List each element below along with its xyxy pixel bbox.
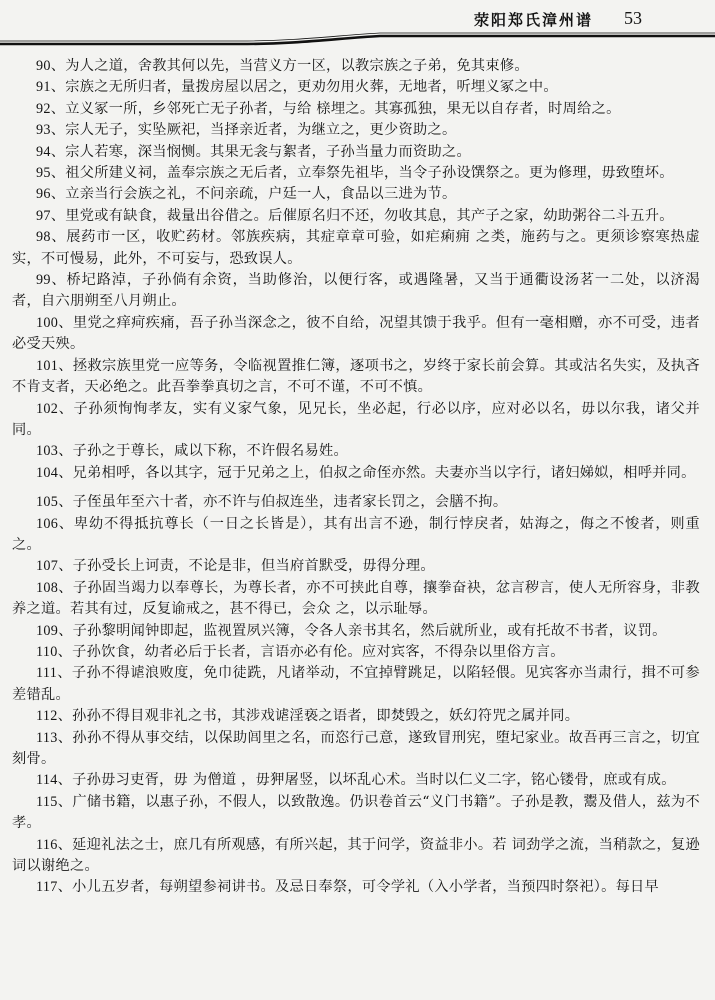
rule-text: 、宗族之无所归者，量拨房屋以居之，更劝勿用火葬，无地者，听埋义冢之中。	[50, 79, 558, 96]
rule-paragraph	[12, 578, 700, 621]
rule-paragraph	[12, 227, 700, 270]
rule-text: 、展药市一区，收贮药材。邻族疾病，其症章章可验，如疟痢痈 之类，施药与之。更须诊察寒热虚实，不可慢易，此外，不可妄与，恐致误人。	[12, 229, 700, 267]
rule-number: 94	[36, 143, 51, 160]
rule-text: 、兄弟相呼，各以其字，冠于兄弟之上，伯叔之命侄亦然。夫妻亦当以字行，诸妇娣姒，相呼并同。	[58, 464, 696, 481]
rule-number: 92	[36, 100, 51, 117]
rule-text: 、子孙黎明闻钟即起，监视置夙兴簿，令各人亲书其名，然后就所业，或有托故不书者，议罚。	[58, 622, 667, 639]
rule-number: 104	[36, 464, 59, 481]
rule-paragraph	[12, 270, 700, 313]
rule-number: 90	[36, 58, 51, 74]
rule-text: 、广储书籍，以惠子孙，不假人，以致散逸。仍识卷首云“义门书籍”。子孙是教，鬻及借人，兹为不孝。	[12, 793, 700, 832]
rule-number: 117	[36, 879, 58, 896]
rule-text: 、宗人无子，实坠厥祀，当择亲近者，为继立之，更少资助之。	[50, 122, 457, 139]
rule-number: 112	[36, 708, 58, 725]
rule-paragraph	[12, 56, 700, 77]
rule-text: 、里党或有缺食，裁量出谷借之。后催原名归不还，勿收其息，其产子之家，幼助粥谷二斗五升。	[50, 207, 674, 224]
rule-paragraph	[12, 621, 700, 642]
rule-number: 111	[36, 665, 58, 682]
rule-text: 、子孙固当竭力以奉尊长，为尊长者，亦不可挟此自尊，攘拳奋袂，忿言秽言，使人无所容身，非教养之道。若其有过，反复谕戒之，甚不得已，会众 之，以示耻辱。	[12, 579, 700, 618]
rule-paragraph	[12, 770, 700, 791]
rule-number: 110	[36, 643, 58, 660]
rule-paragraph	[12, 835, 700, 878]
rule-paragraph	[12, 77, 700, 98]
rule-paragraph	[12, 728, 700, 771]
rule-paragraph	[12, 663, 700, 706]
rule-text: 、子孙须恂恂孝友，实有义家气象，见兄长，坐必起，行必以序，应对必以名，毋以尔我，诸父并同。	[12, 400, 700, 438]
rule-number: 96	[36, 186, 51, 203]
page-number: 53	[624, 8, 642, 28]
rule-text: 、为人之道，舍教其何以先，当营义方一区，以教宗族之子弟，免其束修。	[50, 58, 529, 74]
rule-number: 102	[36, 400, 59, 417]
rule-number: 95	[36, 165, 51, 182]
rule-number: 116	[36, 836, 58, 853]
rule-text: 、小儿五岁者，每朔望参祠讲书。及忌日奉祭，可令学礼（入小学者，当预四时祭祀）。每日早	[57, 879, 660, 896]
rule-text: 、立义冢一所，乡邻死亡无子孙者，与给 榇埋之。其寡孤独，果无以自存者，时周给之。	[50, 100, 621, 117]
rule-paragraph	[12, 706, 700, 727]
page-header	[0, 0, 715, 46]
rule-number: 99	[36, 272, 51, 289]
rule-paragraph	[12, 642, 700, 663]
rule-text: 、子孙不得谑浪败度，免巾徒跣，凡诸举动，不宜掉臂跳足，以陷轻偎。见宾客亦当肃行，揖不可参差错乱。	[12, 665, 700, 703]
rule-paragraph	[12, 184, 700, 205]
rule-text: 、子侄虽年至六十者，亦不许与伯叔连坐，违者家长罚之，会膳不拘。	[58, 494, 508, 511]
rule-text: 、子孙饮食，幼者必后于长者，言语亦必有伦。应对宾客，不得杂以里俗方言。	[57, 643, 565, 660]
rule-number: 97	[36, 207, 51, 224]
rule-text: 、里党之痒疴疾痛，吾子孙当深念之，彼不自给，况望其馈于我乎。但有一毫相赠，亦不可受，违者必受天殃。	[12, 314, 700, 353]
rule-text: 、立亲当行会族之礼，不问亲疏，户廷一人，食品以三进为节。	[50, 186, 457, 203]
rule-paragraph	[12, 142, 700, 163]
rule-text: 、拯救宗族里党一应等务，令临视置推仁簿，逐项书之，岁终于家长前会算。其或沽名失实，及执吝不肯支者，天必绝之。此吾拳拳真切之言，不可不谨，不可不慎。	[12, 357, 700, 396]
rule-paragraph	[12, 463, 700, 484]
rule-text: 、孙孙不得目观非礼之书，其涉戏谑淫亵之语者，即焚毁之，妖幻符咒之属并同。	[57, 708, 580, 725]
rule-paragraph	[12, 877, 700, 898]
rule-paragraph	[12, 441, 700, 462]
rule-number: 103	[36, 443, 59, 460]
rule-text: 、子孙之于尊长，咸以下称，不许假名易姓。	[58, 443, 348, 460]
rule-text: 、祖父所建义祠，盖奉宗族之无后者，立奉祭先祖毕，当令子孙设馔祭之。更为修理，毋致堕坏。	[50, 165, 674, 182]
rule-paragraph	[12, 120, 700, 141]
rule-paragraph	[12, 792, 700, 835]
rule-number: 98	[36, 229, 51, 246]
rule-number: 108	[36, 579, 59, 596]
running-head-title: 荥阳郑氏漳州谱	[474, 11, 594, 29]
rule-number: 101	[36, 357, 59, 374]
rule-number: 109	[36, 622, 59, 639]
rule-number: 113	[36, 729, 58, 746]
rule-number: 91	[36, 79, 51, 96]
rule-number: 106	[36, 515, 59, 532]
rule-paragraph	[12, 206, 700, 227]
rule-text: 、卑幼不得抵抗尊长（一日之长皆是），其有出言不逊，制行悖戾者，姑海之，侮之不悛者，则重 之。	[12, 515, 700, 553]
rule-text: 、孙孙不得从事交结，以保助闾里之名，而恣行己意，遂致冒刑宪，堕圮家业。故吾再三言之，切宜刻骨。	[12, 729, 700, 767]
rule-number: 107	[36, 558, 59, 575]
rule-paragraph	[12, 313, 700, 356]
rule-paragraph	[12, 356, 700, 399]
rule-paragraph	[12, 556, 700, 577]
rule-number: 105	[36, 494, 59, 511]
rule-number: 114	[36, 772, 58, 789]
rule-number: 93	[36, 122, 51, 139]
rule-paragraph	[12, 514, 700, 557]
rule-text: 、子孙毋习吏胥，毋 为僧道 ，毋狎屠竖，以坏乱心术。当时以仁义二字，铭心镂骨，庶或有成。	[57, 772, 676, 789]
rule-text: 、宗人若寒，深当悯恻。其果无衾与絮者，子孙当量力而资助之。	[50, 143, 471, 160]
rule-paragraph	[12, 492, 700, 513]
rules-text-body	[12, 56, 700, 899]
rule-text: 、桥圮路淖，子孙倘有余资，当助修治，以便行客，或遇隆暑，又当于通衢设汤茗一二处，以济渴者，自六朋朔至八月朔止。	[12, 272, 700, 310]
rule-paragraph	[12, 99, 700, 120]
rule-number: 115	[36, 793, 58, 810]
rule-text: 、子孙受长上诃责，不论是非，但当府首默受，毋得分理。	[58, 558, 435, 575]
header-rule	[0, 30, 715, 46]
rule-number: 100	[36, 314, 59, 331]
rule-text: 、延迎礼法之士，庶几有所观感，有所兴起，其于问学，资益非小。若 词劲学之流，当稍款之，复逊词以谢绝之。	[12, 836, 700, 875]
rule-paragraph	[12, 399, 700, 442]
rule-paragraph	[12, 163, 700, 184]
